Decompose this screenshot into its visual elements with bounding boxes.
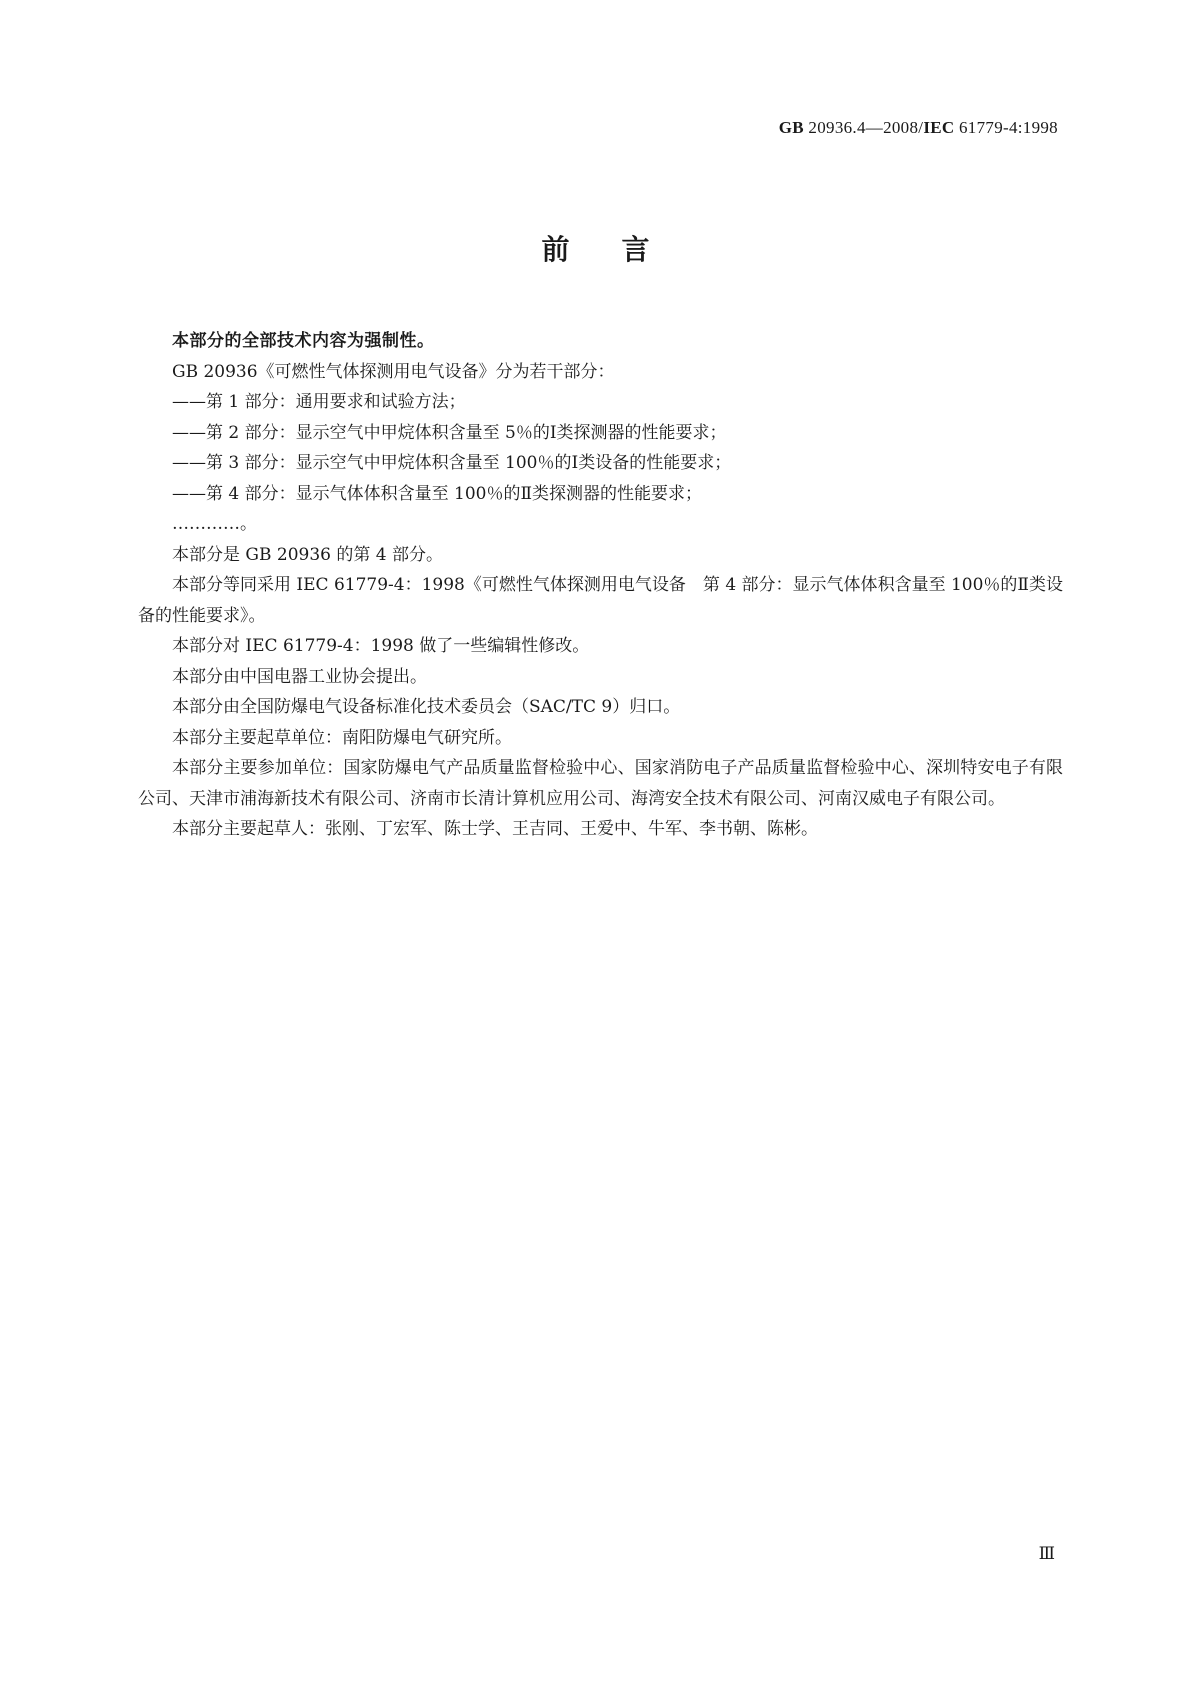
paragraph-equivalence: 本部分等同采用 IEC 61779-4：1998《可燃性气体探测用电气设备 第 4 部分：显示气体体积含量至 100％的Ⅱ类设备的性能要求》。 — [138, 575, 1063, 626]
list-item-part-2: ——第 2 部分：显示空气中甲烷体积含量至 5％的Ⅰ类探测器的性能要求； — [172, 422, 727, 443]
document-code-header — [779, 118, 1058, 138]
paragraph-part-number: 本部分是 GB 20936 的第 4 部分。 — [172, 544, 443, 565]
paragraph-proposer: 本部分由中国电器工业协会提出。 — [172, 666, 427, 687]
list-item-part-3: ——第 3 部分：显示空气中甲烷体积含量至 100％的Ⅰ类设备的性能要求； — [172, 453, 732, 473]
list-item-ellipsis: …………。 — [172, 514, 257, 534]
list-item-part-1: ——第 1 部分：通用要求和试验方法； — [172, 392, 466, 412]
paragraph-committee: 本部分由全国防爆电气设备标准化技术委员会（SAC/TC 9）归口。 — [172, 697, 681, 717]
page-title: 前言 — [541, 233, 702, 266]
header-code-part-1: GB — [778, 118, 804, 137]
paragraph-parts-intro: GB 20936《可燃性气体探测用电气设备》分为若干部分： — [172, 361, 615, 382]
page-number: Ⅲ — [1038, 1544, 1055, 1563]
header-code-part-3: IEC — [923, 118, 955, 137]
foreword-body — [138, 326, 1063, 845]
paragraph-drafting-unit: 本部分主要起草单位：南阳防爆电气研究所。 — [172, 727, 512, 748]
mandatory-statement: 本部分的全部技术内容为强制性。 — [172, 331, 435, 351]
header-code-part-4: 61779-4:1998 — [954, 118, 1058, 137]
paragraph-drafters: 本部分主要起草人：张刚、丁宏军、陈士学、王吉同、王爱中、牛军、李书朝、陈彬。 — [172, 819, 818, 839]
header-code-part-2: 20936.4—2008/ — [803, 118, 924, 137]
paragraph-participating-units: 本部分主要参加单位：国家防爆电气产品质量监督检验中心、国家消防电子产品质量监督检验中心、深圳特安电子有限公司、天津市浦海新技术有限公司、济南市长清计算机应用公司、海湾安全技术有限公司、河南汉威电子有限公司。 — [138, 758, 1063, 809]
paragraph-editorial-changes: 本部分对 IEC 61779-4：1998 做了一些编辑性修改。 — [172, 636, 590, 656]
list-item-part-4: ——第 4 部分：显示气体体积含量至 100％的Ⅱ类探测器的性能要求； — [172, 483, 703, 504]
